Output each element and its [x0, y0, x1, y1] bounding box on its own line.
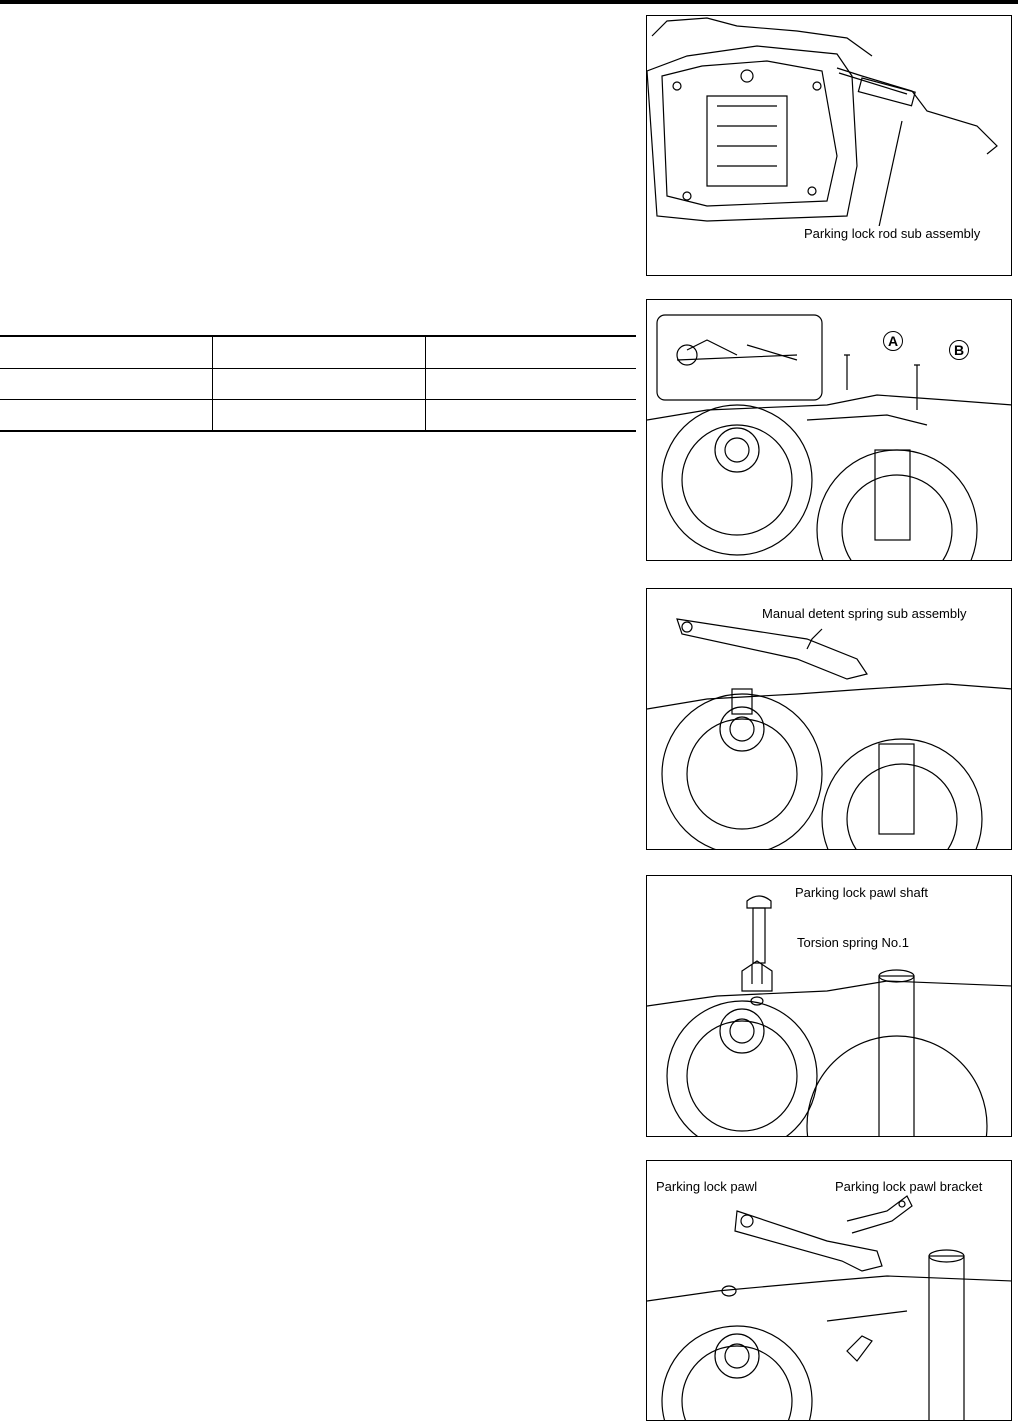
detent-spring-illustration	[647, 589, 1012, 850]
table-row	[0, 336, 636, 369]
spec-table	[0, 335, 636, 432]
caption-torsion-spring: Torsion spring No.1	[797, 935, 909, 950]
table-cell	[213, 400, 426, 432]
table-cell	[213, 336, 426, 369]
caption-pawl-bracket: Parking lock pawl bracket	[835, 1179, 983, 1194]
callout-a: A	[883, 331, 903, 351]
caption-pawl-shaft: Parking lock pawl shaft	[795, 885, 928, 900]
top-rule	[0, 0, 1018, 4]
pawl-shaft-illustration	[647, 876, 1012, 1137]
table-cell	[426, 369, 637, 400]
figure-detent-spring	[646, 588, 1012, 850]
table-row	[0, 369, 636, 400]
figure-pawl-shaft	[646, 875, 1012, 1137]
callout-b: B	[949, 340, 969, 360]
table-cell	[0, 336, 213, 369]
figure-parking-lock-rod	[646, 15, 1012, 276]
caption-parking-lock-rod: Parking lock rod sub assembly	[804, 226, 981, 241]
figure-bolts	[646, 299, 1012, 561]
table-cell	[426, 400, 637, 432]
figure-pawl	[646, 1160, 1012, 1421]
table-cell	[0, 369, 213, 400]
caption-pawl: Parking lock pawl	[656, 1179, 758, 1194]
table-row	[0, 400, 636, 432]
pawl-illustration	[647, 1161, 1012, 1421]
table-cell	[0, 400, 213, 432]
table-cell	[213, 369, 426, 400]
table-cell	[426, 336, 637, 369]
caption-detent-spring: Manual detent spring sub assembly	[762, 606, 967, 621]
